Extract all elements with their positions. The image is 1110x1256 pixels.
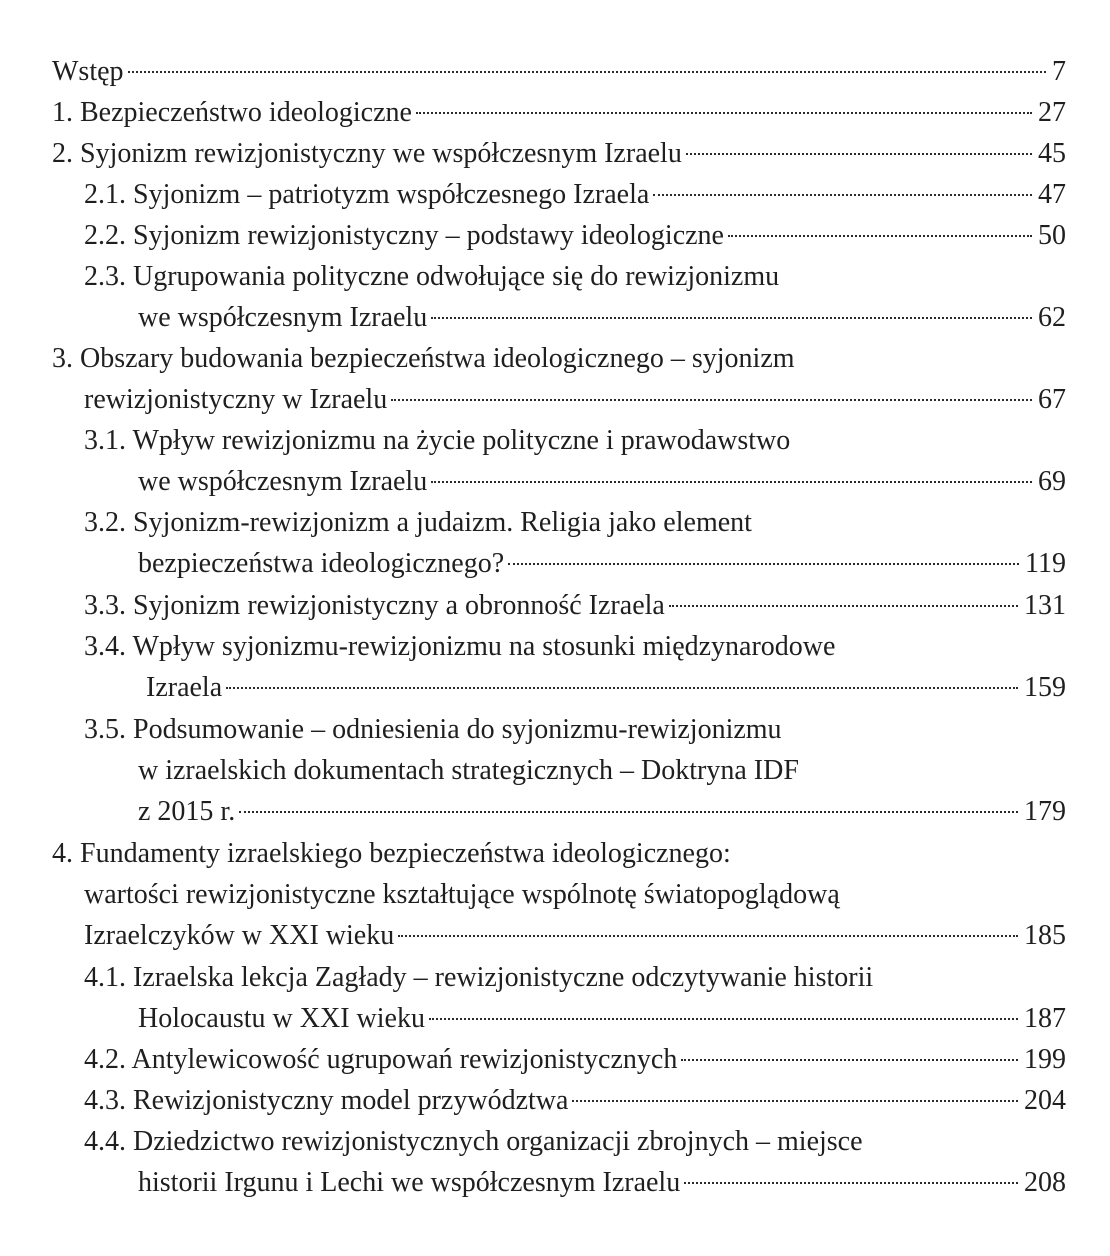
toc-entry-title: Syjonizm rewizjonistyczny a obronność Izraela <box>133 590 665 621</box>
toc-entry-title-continued: wartości rewizjonistyczne kształtujące wspólnotę światopoglądową <box>84 879 840 910</box>
toc-line <box>138 999 1066 1039</box>
toc-entry-number: 2. <box>52 138 73 169</box>
toc-line <box>84 916 1066 956</box>
dot-leader <box>128 71 1046 73</box>
toc-line <box>52 834 731 874</box>
toc-line <box>84 586 1066 626</box>
toc-line <box>138 751 799 791</box>
dot-leader <box>226 687 1018 689</box>
toc-line <box>84 257 779 297</box>
toc-entry-title-continued: Izraelczyków w XXI wieku <box>84 920 395 951</box>
toc-entry-number: 2.3. <box>84 261 126 292</box>
toc-entry-title: Ugrupowania polityczne odwołujące się do rewizjonizmu <box>133 261 780 292</box>
toc-line <box>52 134 1066 174</box>
toc-page-number: 62 <box>1038 302 1066 333</box>
toc-entry-title: Dziedzictwo rewizjonistycznych organizacji zbrojnych – miejsce <box>133 1126 863 1157</box>
toc-page-number: 45 <box>1038 138 1066 169</box>
toc-page-number: 204 <box>1024 1085 1066 1116</box>
toc-line <box>84 216 1066 256</box>
dot-leader <box>669 605 1018 607</box>
toc-line <box>84 1081 1066 1121</box>
toc-page-number: 67 <box>1038 384 1066 415</box>
toc-entry-title: Obszary budowania bezpieczeństwa ideologicznego – syjonizm <box>80 343 795 374</box>
toc-entry-title: Rewizjonistyczny model przywództwa <box>133 1085 569 1116</box>
toc-entry-title-continued: we współczesnym Izraelu <box>138 466 428 497</box>
toc-line <box>84 421 790 461</box>
toc-entry-title: Wpływ syjonizmu-rewizjonizmu na stosunki międzynarodowe <box>132 631 836 662</box>
toc-entry-number: 3.5. <box>84 714 126 745</box>
dot-leader <box>684 1182 1018 1184</box>
dot-leader <box>429 1018 1018 1020</box>
toc-entry-number: 4.2. <box>84 1044 126 1075</box>
toc-line <box>84 1040 1066 1080</box>
toc-entry-title: Syjonizm rewizjonistyczny – podstawy ideologiczne <box>133 220 724 251</box>
toc-entry-number: 4.4. <box>84 1126 126 1157</box>
toc-entry-title-continued: Holocaustu w XXI wieku <box>138 1003 425 1034</box>
toc-line <box>84 875 840 915</box>
toc-line <box>84 503 752 543</box>
toc-page-number: 47 <box>1038 179 1066 210</box>
toc-page-number: 7 <box>1052 56 1066 87</box>
toc-entry-title-continued: w izraelskich dokumentach strategicznych – Doktryna IDF <box>138 755 799 786</box>
dot-leader <box>572 1100 1018 1102</box>
toc-entry-number: 3.4. <box>84 631 126 662</box>
toc-page-number: 159 <box>1024 672 1066 703</box>
dot-leader <box>431 481 1032 483</box>
toc-page-number: 185 <box>1024 920 1066 951</box>
toc-line <box>138 462 1066 502</box>
toc-entry-title: Wstęp <box>52 56 124 87</box>
toc-page-number: 208 <box>1024 1167 1066 1198</box>
toc-line <box>52 339 795 379</box>
toc-line <box>138 298 1066 338</box>
toc-entry-title-continued: bezpieczeństwa ideologicznego? <box>138 548 505 579</box>
toc-entry-title-continued: historii Irgunu i Lechi we współczesnym Izraelu <box>138 1167 681 1198</box>
toc-page-number: 119 <box>1025 548 1066 579</box>
toc-entry-title: Syjonizm – patriotyzm współczesnego Izraela <box>133 179 650 210</box>
toc-entry-title: Syjonizm rewizjonistyczny we współczesnym Izraelu <box>80 138 682 169</box>
toc-line <box>138 792 1066 832</box>
toc-entry-title: Syjonizm-rewizjonizm a judaizm. Religia jako element <box>133 507 752 538</box>
toc-line <box>146 668 1066 708</box>
toc-entry-title: Wpływ rewizjonizmu na życie polityczne i prawodawstwo <box>132 425 791 456</box>
toc-entry-number: 1. <box>52 97 73 128</box>
toc-entry-number: 3.3. <box>84 590 126 621</box>
toc-line <box>138 1163 1066 1203</box>
toc-entry-title-continued: Izraela <box>146 672 223 703</box>
toc-line <box>52 93 1066 133</box>
dot-leader <box>728 235 1032 237</box>
toc-entry-number: 3.2. <box>84 507 126 538</box>
toc-page-number: 187 <box>1024 1003 1066 1034</box>
toc-page-number: 50 <box>1038 220 1066 251</box>
toc-entry-title: Fundamenty izraelskiego bezpieczeństwa ideologicznego: <box>80 838 731 869</box>
toc-line <box>84 380 1066 420</box>
dot-leader <box>686 153 1032 155</box>
toc-page-number: 69 <box>1038 466 1066 497</box>
toc-line <box>84 710 782 750</box>
toc-line <box>84 175 1066 215</box>
toc-entry-number: 4.3. <box>84 1085 126 1116</box>
toc-entry-number: 3. <box>52 343 73 374</box>
toc-entry-number: 2.2. <box>84 220 126 251</box>
toc-line <box>138 544 1066 584</box>
toc-line <box>52 52 1066 92</box>
toc-entry-number: 2.1. <box>84 179 126 210</box>
dot-leader <box>653 194 1032 196</box>
toc-line <box>84 627 835 667</box>
toc-page-number: 131 <box>1024 590 1066 621</box>
toc-entry-number: 4. <box>52 838 73 869</box>
toc-entry-number: 3.1. <box>84 425 126 456</box>
dot-leader <box>391 399 1032 401</box>
dot-leader <box>239 811 1018 813</box>
dot-leader <box>398 935 1018 937</box>
toc-entry-title: Bezpieczeństwo ideologiczne <box>80 97 412 128</box>
toc-entry-title: Podsumowanie – odniesienia do syjonizmu-rewizjonizmu <box>133 714 782 745</box>
dot-leader <box>431 317 1032 319</box>
dot-leader <box>416 112 1032 114</box>
toc-page-number: 179 <box>1024 796 1066 827</box>
toc-line <box>84 958 873 998</box>
toc-line <box>84 1122 863 1162</box>
toc-page-number: 27 <box>1038 97 1066 128</box>
toc-entry-title: Antylewicowość ugrupowań rewizjonistycznych <box>131 1044 678 1075</box>
toc-entry-title: Izraelska lekcja Zagłady – rewizjonistyczne odczytywanie historii <box>133 962 874 993</box>
dot-leader <box>508 563 1019 565</box>
toc-entry-title-continued: we współczesnym Izraelu <box>138 302 428 333</box>
dot-leader <box>681 1059 1018 1061</box>
toc-page-number: 199 <box>1024 1044 1066 1075</box>
toc-entry-title-continued: rewizjonistyczny w Izraelu <box>84 384 388 415</box>
toc-entry-title-continued: z 2015 r. <box>138 796 236 827</box>
toc-entry-number: 4.1. <box>84 962 126 993</box>
